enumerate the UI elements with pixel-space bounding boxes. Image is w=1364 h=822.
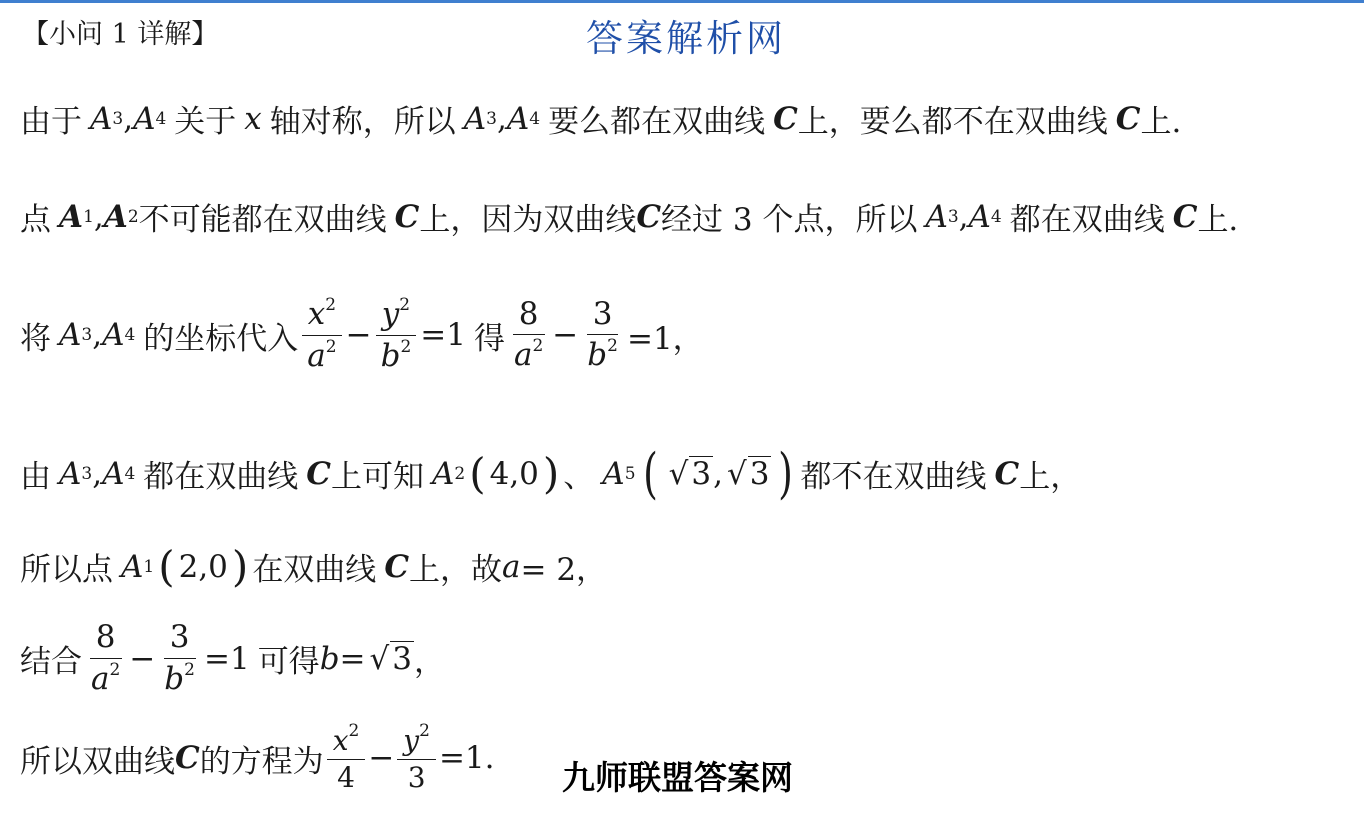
math-A: A bbox=[103, 198, 128, 235]
left-paren: ( bbox=[642, 442, 658, 505]
text: 点 bbox=[20, 202, 51, 238]
text: 关于 bbox=[174, 104, 237, 140]
text: 都在双曲线 bbox=[1009, 202, 1165, 238]
comma: , bbox=[123, 100, 134, 137]
math-A: A bbox=[121, 548, 144, 585]
minus-sign: − bbox=[129, 640, 156, 677]
math-C: C bbox=[994, 455, 1020, 492]
math-A: A bbox=[133, 100, 156, 137]
text: 上. bbox=[1197, 202, 1239, 238]
math-A: A bbox=[59, 455, 82, 492]
number: 3 bbox=[407, 761, 426, 795]
text: 的方程为 bbox=[199, 743, 324, 780]
superscript: 2 bbox=[399, 295, 411, 315]
math-A: A bbox=[968, 198, 991, 235]
text: 所以点 bbox=[20, 552, 113, 588]
text: 可得 bbox=[257, 644, 320, 681]
subscript: 3 bbox=[486, 108, 497, 129]
subscript: 5 bbox=[624, 463, 636, 484]
math-y: y bbox=[381, 296, 400, 332]
text: 在双曲线 bbox=[252, 552, 377, 588]
comma: , bbox=[93, 198, 104, 235]
math-A: A bbox=[925, 198, 948, 235]
fraction-x2-over-a2 bbox=[301, 296, 342, 374]
math-A: A bbox=[463, 100, 487, 137]
comma: , bbox=[92, 317, 103, 354]
text: 上， bbox=[1019, 459, 1082, 495]
math-A: A bbox=[102, 455, 125, 492]
text: 不可能都在双曲线 bbox=[138, 202, 387, 238]
text: 所以双曲线 bbox=[20, 743, 175, 780]
fraction-3-over-b2 bbox=[158, 620, 201, 697]
math-a: a bbox=[91, 660, 110, 697]
solution-line-7 bbox=[20, 722, 495, 794]
text: 上，因为双曲线 bbox=[419, 202, 637, 238]
subscript: 2 bbox=[127, 206, 139, 227]
math-C: C bbox=[1115, 100, 1141, 137]
math-C: C bbox=[1172, 198, 1198, 235]
text: 都在双曲线 bbox=[143, 459, 299, 495]
subscript: 3 bbox=[81, 463, 93, 484]
right-paren: ) bbox=[231, 542, 249, 591]
math-A: A bbox=[431, 455, 455, 492]
subscript: 4 bbox=[124, 325, 136, 346]
sqrt-radicand: 3 bbox=[691, 455, 712, 492]
superscript: 2 bbox=[532, 336, 544, 357]
subscript: 4 bbox=[124, 463, 136, 484]
fraction-8-over-a2 bbox=[85, 620, 126, 697]
text: 将 bbox=[20, 320, 51, 357]
math-x: x bbox=[307, 296, 326, 332]
subscript: 4 bbox=[155, 108, 167, 129]
text: 经过 3 个点，所以 bbox=[661, 202, 918, 238]
math-x: x bbox=[332, 724, 349, 757]
text: 都不在双曲线 bbox=[800, 459, 987, 495]
math-C: C bbox=[773, 100, 798, 137]
solution-line-2 bbox=[20, 194, 1238, 239]
equals-two: = 2， bbox=[520, 552, 608, 588]
minus-sign: − bbox=[552, 317, 579, 354]
equals-one: =1 bbox=[203, 640, 250, 677]
text: 上，要么都不在双曲线 bbox=[797, 104, 1108, 140]
text: 得 bbox=[473, 320, 505, 357]
watermark-bottom: 九师联盟答案网 bbox=[562, 758, 793, 797]
left-paren: ( bbox=[158, 542, 175, 591]
math-a: a bbox=[307, 337, 326, 374]
point-coordinates: 4,0 bbox=[489, 455, 539, 492]
comma: , bbox=[958, 198, 969, 235]
math-C: C bbox=[175, 740, 200, 777]
math-b: b bbox=[587, 337, 608, 374]
left-paren: ( bbox=[469, 449, 486, 498]
text: 要么都在双曲线 bbox=[548, 104, 766, 140]
point-coordinates: 2,0 bbox=[178, 548, 228, 585]
minus-sign: − bbox=[368, 740, 395, 777]
sqrt-sign: √ bbox=[369, 640, 390, 677]
comma: ， bbox=[414, 644, 446, 681]
solution-line-6 bbox=[20, 620, 445, 697]
math-y: y bbox=[403, 724, 420, 757]
math-b: b bbox=[319, 640, 340, 677]
number: 8 bbox=[518, 295, 539, 332]
solution-line-3 bbox=[20, 296, 704, 374]
fraction-y2-over-b2 bbox=[375, 296, 418, 374]
fraction-3-over-b2 bbox=[581, 297, 624, 374]
fraction-8-over-a2 bbox=[508, 297, 549, 374]
subscript: 4 bbox=[529, 108, 541, 129]
sqrt-radicand: 3 bbox=[749, 455, 770, 492]
math-A: A bbox=[59, 198, 84, 235]
fraction-y2-over-3 bbox=[397, 722, 436, 794]
superscript: 2 bbox=[325, 336, 337, 357]
number: 3 bbox=[592, 295, 613, 332]
sqrt-sign: √ bbox=[726, 455, 747, 492]
text: 上，故 bbox=[409, 552, 502, 588]
math-a: a bbox=[513, 337, 533, 374]
solution-line-1 bbox=[20, 96, 1181, 141]
text: 的坐标代入 bbox=[143, 320, 299, 357]
superscript: 2 bbox=[109, 659, 121, 680]
subscript: 4 bbox=[990, 206, 1002, 227]
math-A: A bbox=[506, 100, 530, 137]
math-C: C bbox=[394, 198, 420, 235]
subscript: 3 bbox=[81, 325, 93, 346]
equals-one: =1 bbox=[420, 317, 466, 354]
top-border-line bbox=[0, 0, 1364, 3]
solution-line-5 bbox=[20, 542, 607, 591]
superscript: 2 bbox=[348, 721, 360, 741]
text: 、 bbox=[563, 459, 595, 495]
equals-sign: = bbox=[339, 640, 366, 677]
comma: , bbox=[713, 455, 723, 492]
math-C: C bbox=[384, 548, 409, 585]
superscript: 2 bbox=[184, 659, 195, 680]
superscript: 2 bbox=[419, 721, 430, 741]
text: 由 bbox=[20, 459, 51, 495]
equals-one: =1， bbox=[626, 320, 704, 357]
minus-sign: − bbox=[345, 317, 372, 354]
number: 3 bbox=[169, 619, 190, 655]
superscript: 2 bbox=[400, 336, 412, 357]
comma: , bbox=[92, 455, 103, 492]
subscript: 3 bbox=[947, 206, 959, 227]
math-b: b bbox=[164, 660, 185, 697]
math-A: A bbox=[59, 317, 82, 354]
number: 8 bbox=[95, 619, 116, 655]
sqrt-radicand: 3 bbox=[392, 641, 413, 678]
math-a: a bbox=[502, 548, 521, 585]
subscript: 1 bbox=[83, 206, 94, 227]
text: 上. bbox=[1140, 104, 1182, 140]
subscript: 3 bbox=[112, 108, 124, 129]
subscript: 2 bbox=[454, 463, 466, 484]
comma: , bbox=[497, 100, 507, 137]
solution-line-4 bbox=[20, 442, 1081, 505]
math-A: A bbox=[602, 455, 625, 492]
subscript: 1 bbox=[143, 556, 155, 577]
right-paren: ) bbox=[542, 449, 560, 498]
text: 轴对称，所以 bbox=[269, 104, 456, 140]
number: 4 bbox=[337, 761, 355, 795]
math-C: C bbox=[306, 455, 331, 492]
math-C: C bbox=[636, 198, 662, 235]
text: 由于 bbox=[20, 104, 82, 140]
section-title: 【小问 1 详解】 bbox=[22, 19, 219, 50]
math-A: A bbox=[102, 317, 125, 354]
sqrt-sign: √ bbox=[668, 455, 689, 492]
equals-one: =1. bbox=[438, 740, 495, 777]
math-A: A bbox=[90, 100, 113, 137]
math-b: b bbox=[380, 337, 401, 374]
superscript: 2 bbox=[607, 336, 618, 357]
math-x: x bbox=[244, 100, 262, 137]
text: 结合 bbox=[20, 644, 82, 681]
text: 上可知 bbox=[330, 459, 424, 495]
watermark-top: 答案解析网 bbox=[586, 17, 786, 60]
superscript: 2 bbox=[325, 295, 337, 315]
fraction-x2-over-4 bbox=[327, 722, 366, 794]
right-paren: ) bbox=[778, 442, 794, 505]
